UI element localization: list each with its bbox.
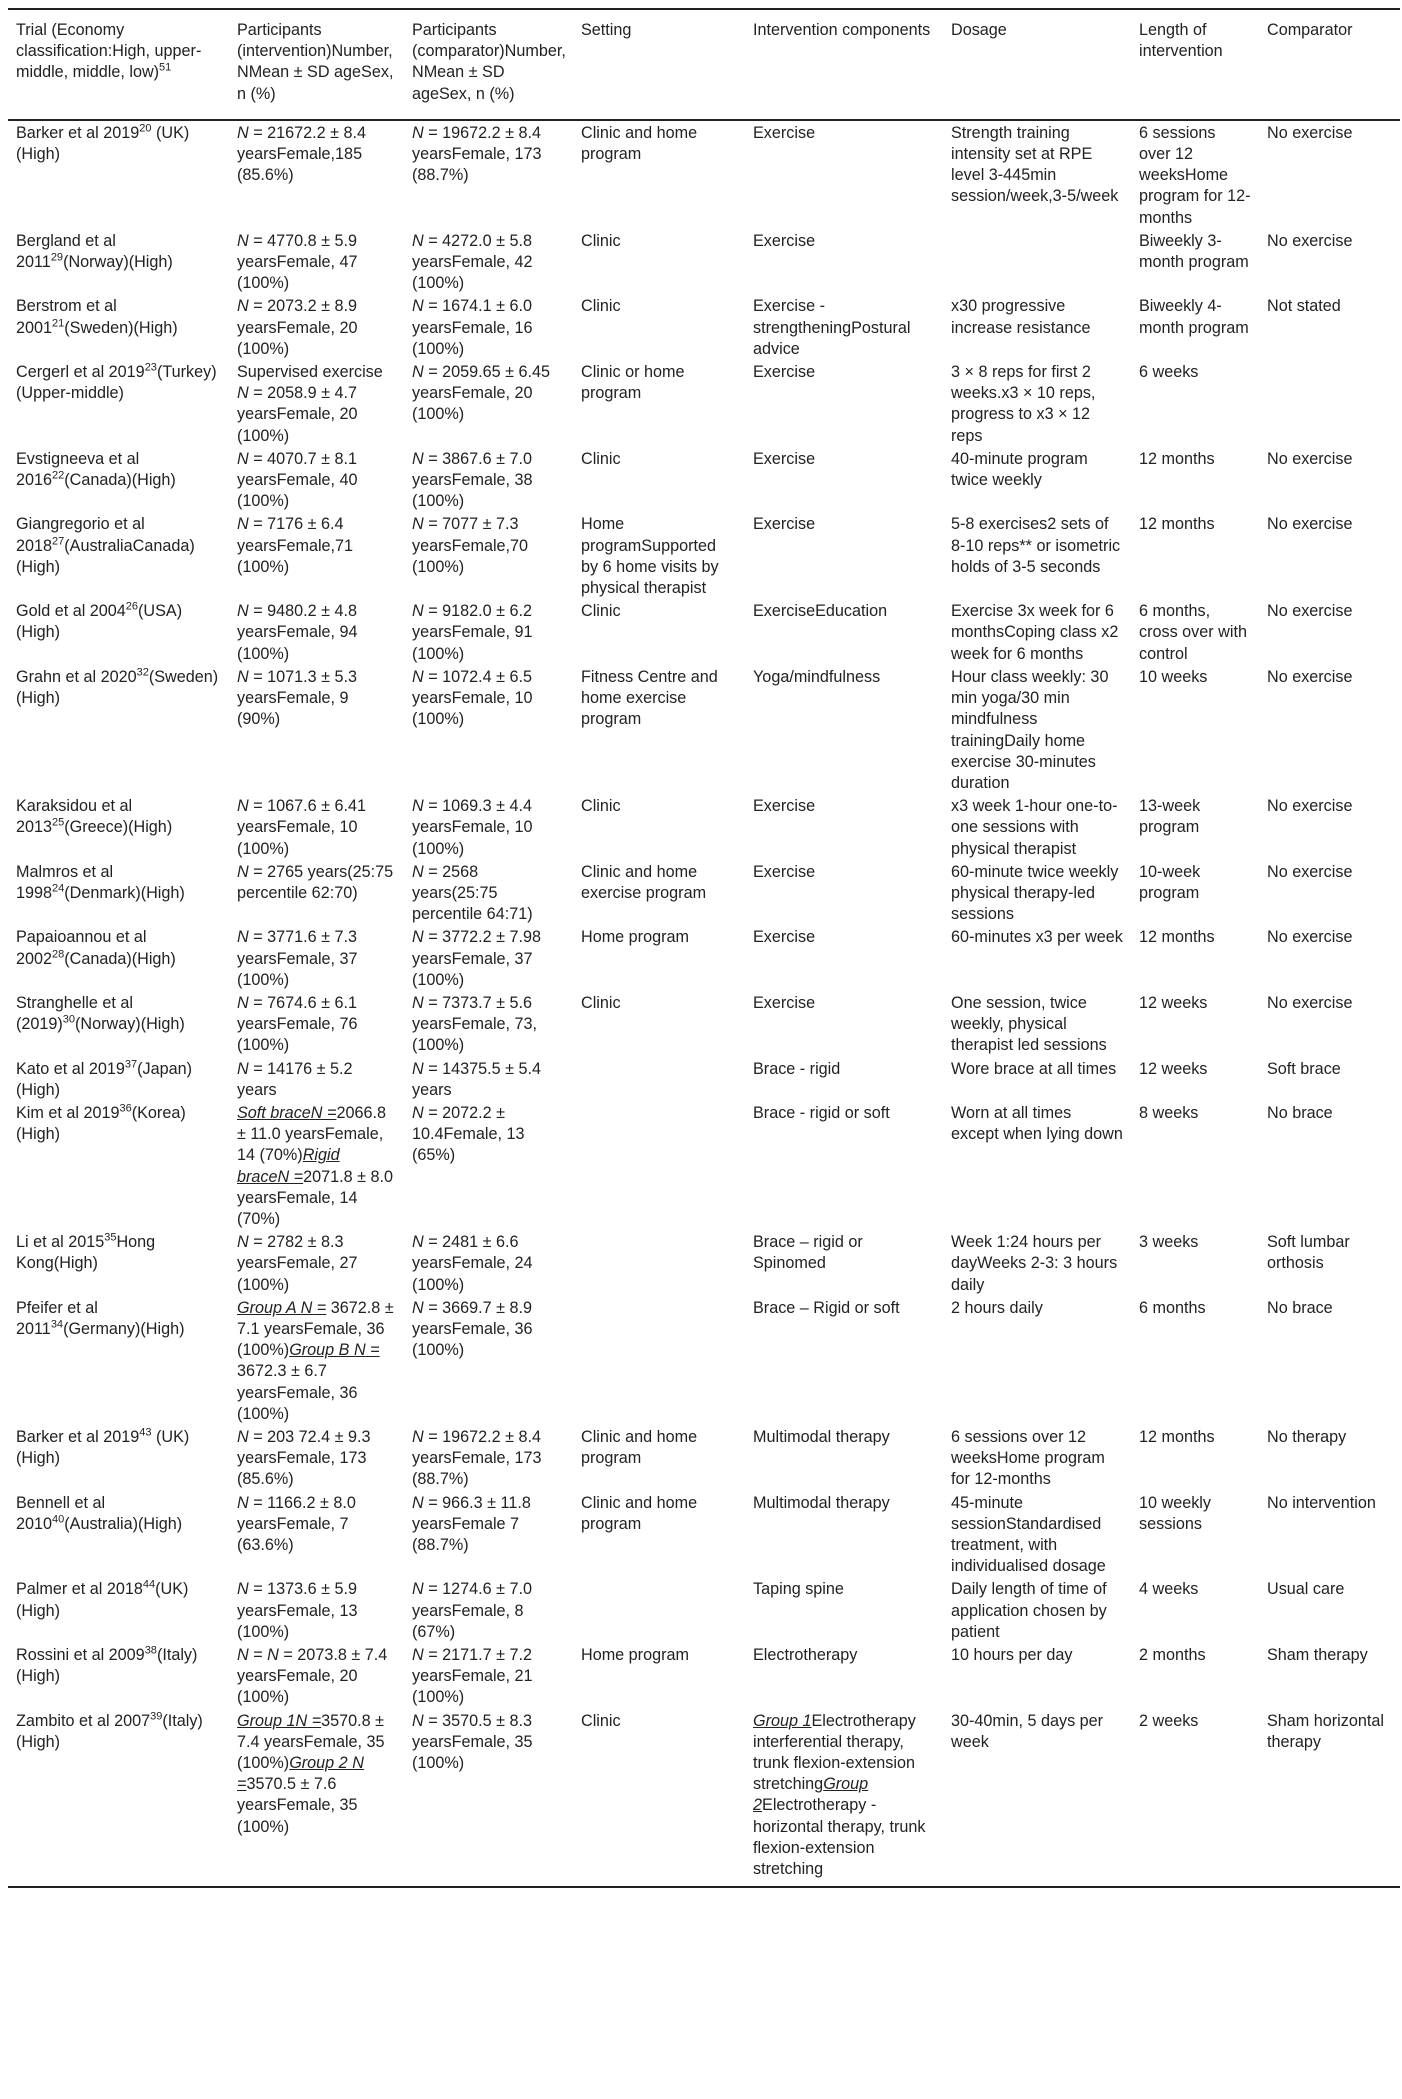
cell-intervention-participants: N = N = 2073.8 ± 7.4 yearsFemale, 20 (100%) [237,1646,388,1707]
cell-comparator-participants: N = 2059.65 ± 6.45 yearsFemale, 20 (100%) [412,363,551,424]
cell-length: 6 months, cross over with control [1139,602,1247,663]
cell-comparator: No exercise [1267,928,1353,947]
cell-components: Multimodal therapy [753,1428,890,1446]
cell-comparator: No exercise [1267,515,1353,534]
table-row [8,296,1400,362]
cell-comparator: No exercise [1267,231,1353,250]
cell-intervention-participants: Supervised exercise N = 2058.9 ± 4.7 yearsFemale, 20 (100%) [237,363,383,445]
cell-setting: Home programSupported by 6 home visits by physical therapist [581,515,719,598]
cell-length: Biweekly 3-month program [1139,231,1249,272]
cell-trial: Giangregorio et al 2018$^{27}$(AustraliaCanada)(High) [16,515,195,576]
cell-dosage [943,231,1131,297]
cell-comparator: Sham therapy [1267,1646,1368,1665]
cell-comparator-participants: N = 966.3 ± 11.8 yearsFemale 7 (88.7%) [412,1493,531,1555]
cell-comparator: Usual care [1267,1580,1345,1599]
cell-dosage: 10 hours per day [951,1646,1073,1665]
cell-setting: Clinic and home program [581,123,698,164]
cell-setting: Home program [581,1646,689,1665]
cell-comparator-participants: N = 7373.7 ± 5.6 yearsFemale, 73, (100%) [412,993,538,1055]
cell-components: Exercise [753,515,816,534]
cell-components: Yoga/mindfulness [753,667,881,686]
cell-components: Exercise [753,862,816,881]
cell-intervention-participants: N = 2073.2 ± 8.9 yearsFemale, 20 (100%) [237,297,358,358]
table-row [8,1645,1400,1711]
cell-intervention-participants: N = 2782 ± 8.3 yearsFemale, 27 (100%) [237,1233,358,1294]
cell-intervention-participants: N = 2765 years(25:75 percentile 62:70) [237,862,394,902]
cell-comparator-participants: N = 2072.2 ± 10.4Female, 13 (65%) [412,1103,525,1165]
header-dosage: Dosage [943,9,1131,120]
cell-components: ExerciseEducation [753,602,888,621]
cell-trial: Kim et al 2019$^{36}$(Korea)(High) [16,1102,186,1144]
cell-comparator: Sham horizontal therapy [1259,1711,1400,1888]
cell-setting [573,1298,745,1427]
table-row [8,927,1400,993]
cell-length: 2 months [1139,1646,1206,1665]
cell-trial: Barker et al 2019$^{20}$ (UK)(High) [16,122,190,164]
cell-setting: Home program [581,928,689,947]
header-comparator: Comparator [1259,9,1400,120]
cell-dosage: Week 1:24 hours per dayWeeks 2-3: 3 hours daily [951,1233,1118,1294]
cell-components: Exercise - strengtheningPostural advice [753,297,911,358]
cell-trial: Stranghelle et al $(2019)^{30}(Norway)(High)$ [16,993,185,1034]
header-trial: Trial (Economy classification:High, upper-middle, middle, low)$^{51}$ [8,9,229,120]
cell-setting: Clinic [581,449,621,468]
cell-comparator: No brace [1267,1103,1333,1122]
cell-length: 8 weeks [1139,1103,1199,1122]
cell-intervention-participants: N = 9480.2 ± 4.8 yearsFemale, 94 (100%) [237,602,358,663]
cell-components: Exercise [753,797,816,816]
trials-table [8,8,1400,1888]
cell-comparator: No brace [1267,1298,1333,1317]
table-row [8,120,1400,231]
cell-dosage: 2 hours daily [951,1298,1043,1317]
table-row [8,993,1400,1059]
table-row [8,1059,1400,1103]
cell-trial: Gold et al 2004$^{26}$(USA)(High) [16,600,183,642]
cell-length: 6 weeks [1139,363,1199,382]
table-row [8,1493,1400,1580]
cell-dosage: 30-40min, 5 days per week [943,1711,1131,1888]
cell-length: 12 weeks [1139,993,1208,1012]
table-body [8,120,1400,1887]
table-row [8,667,1400,796]
cell-trial: Evstigneeva et al 2016$^{22}$(Canada)(High) [16,449,176,490]
cell-comparator-participants: N = 1072.4 ± 6.5 yearsFemale, 10 (100%) [412,667,533,729]
table-row [8,1103,1400,1232]
cell-comparator: No exercise [1267,602,1353,621]
cell-setting: Clinic or home program [581,363,685,403]
cell-components: Multimodal therapy [753,1493,890,1512]
cell-intervention-participants: Soft braceN =2066.8 ± 11.0 yearsFemale, 14 (70%)Rigid braceN =2071.8 ± 8.0 yearsFemale, 14 (70%) [237,1103,394,1228]
cell-components: Taping spine [753,1580,844,1599]
cell-trial: Rossini et al 2009$^{38}$(Italy)(High) [16,1644,198,1686]
cell-trial: Barker et al 2019$^{43}$ (UK)(High) [16,1426,190,1468]
cell-intervention-participants: N = 4070.7 ± 8.1 yearsFemale, 40 (100%) [237,449,358,511]
table-row [8,862,1400,928]
cell-comparator: No therapy [1267,1428,1347,1446]
header-setting: Setting [573,9,745,120]
cell-intervention-participants: N = 7674.6 ± 6.1 yearsFemale, 76 (100%) [237,993,358,1055]
cell-trial: Li et al 2015$^{35}$Hong Kong(High) [16,1231,156,1273]
cell-intervention-participants: N = 1067.6 ± 6.41 yearsFemale, 10 (100%) [237,797,367,858]
cell-intervention-participants: N = 14176 ± 5.2 years [237,1059,353,1099]
cell-length: 2 weeks [1131,1711,1259,1888]
cell-intervention-participants: N = 7176 ± 6.4 yearsFemale,71 (100%) [237,515,354,576]
cell-comparator: Soft brace [1267,1059,1341,1078]
cell-comparator: No intervention [1267,1493,1376,1512]
cell-length: 12 months [1139,928,1215,947]
cell-length: 12 months [1139,449,1215,468]
cell-trial: Papaioannou et al 2002$^{28}$(Canada)(High) [16,928,176,968]
cell-components: Electrotherapy [753,1646,858,1665]
cell-comparator-participants: N = 19672.2 ± 8.4 yearsFemale, 173 (88.7%) [412,1428,542,1489]
cell-intervention-participants: N = 1373.6 ± 5.9 yearsFemale, 13 (100%) [237,1580,358,1641]
cell-trial: Palmer et al 2018$^{44}$(UK)(High) [16,1579,189,1620]
header-intervention-participants: Participants (intervention)Number, NMean ± SD ageSex, n (%) [229,9,404,120]
cell-trial: Malmros et al 1998$^{24}$(Denmark)(High) [16,862,185,902]
cell-comparator-participants: N = 4272.0 ± 5.8 yearsFemale, 42 (100%) [412,231,533,293]
cell-trial: Cergerl et al 2019$^{23}$(Turkey)(Upper-middle) [16,361,217,403]
cell-components: Exercise [753,928,816,947]
table-row [8,362,1400,449]
cell-comparator: No exercise [1267,862,1353,881]
cell-comparator-participants: N = 2171.7 ± 7.2 yearsFemale, 21 (100%) [412,1646,533,1707]
cell-intervention-participants: N = 1166.2 ± 8.0 yearsFemale, 7 (63.6%) [237,1493,356,1555]
table-row [8,231,1400,297]
cell-comparator [1259,362,1400,449]
table-row [8,1298,1400,1427]
cell-length: 6 months [1139,1298,1206,1317]
cell-intervention-participants: N = 3771.6 ± 7.3 yearsFemale, 37 (100%) [237,928,358,989]
cell-dosage: x3 week 1-hour one-to-one sessions with physical therapist [951,797,1118,858]
cell-comparator-participants: N = 9182.0 ± 6.2 yearsFemale, 91 (100%) [412,602,533,663]
cell-components: Exercise [753,449,816,468]
cell-dosage: 5-8 exercises2 sets of 8-10 reps** or isometric holds of 3-5 seconds [951,515,1121,576]
cell-setting: Clinic [581,297,621,316]
cell-comparator-participants: N = 1274.6 ± 7.0 yearsFemale, 8 (67%) [412,1580,533,1641]
cell-setting [573,1579,745,1645]
cell-intervention-participants: Group A N = 3672.8 ± 7.1 yearsFemale, 36 (100%)Group B N = 3672.3 ± 6.7 yearsFemale, 36 (100%) [237,1298,394,1423]
cell-components: Brace – rigid or Spinomed [753,1233,863,1273]
cell-components: Group 1Electrotherapy interferential therapy, trunk flexion-extension stretchingGroup 2Electrotherapy - horizontal therapy, trunk flexion-extension stretching [745,1711,943,1888]
table-row [8,601,1400,667]
cell-trial: Zambito et al 2007$^{39}$(Italy)(High) [8,1711,229,1888]
cell-setting: Clinic [581,231,621,250]
cell-length: 6 sessions over 12 weeksHome program for 12-months [1139,123,1251,227]
cell-intervention-participants: N = 1071.3 ± 5.3 yearsFemale, 9 (90%) [237,667,358,729]
cell-setting: Clinic [581,797,621,816]
cell-comparator: No exercise [1267,797,1353,816]
cell-setting [573,1232,745,1298]
cell-length: 12 weeks [1139,1059,1208,1078]
cell-components: Exercise [753,231,816,250]
cell-dosage: Wore brace at all times [951,1059,1117,1078]
cell-comparator-participants: N = 7077 ± 7.3 yearsFemale,70 (100%) [412,515,529,576]
cell-intervention-participants: Group 1N =3570.8 ± 7.4 yearsFemale, 35 (100%)Group 2 N =3570.5 ± 7.6 yearsFemale, 35 (100%) [229,1711,404,1888]
cell-comparator-participants: N = 3669.7 ± 8.9 yearsFemale, 36 (100%) [412,1298,533,1360]
cell-components: Brace - rigid [753,1059,841,1078]
cell-intervention-participants: N = 203 72.4 ± 9.3 yearsFemale, 173 (85.6%) [237,1428,371,1489]
header-length: Length of intervention [1131,9,1259,120]
table-header-row [8,9,1400,120]
cell-comparator: No exercise [1267,123,1353,142]
cell-dosage: Exercise 3x week for 6 monthsCoping class x2 week for 6 months [951,602,1119,663]
cell-dosage: Worn at all times except when lying down [951,1103,1123,1144]
cell-comparator-participants: N = 1674.1 ± 6.0 yearsFemale, 16 (100%) [412,297,533,358]
cell-comparator: No exercise [1267,993,1353,1012]
cell-setting: Clinic [581,993,621,1012]
cell-dosage: 45-minute sessionStandardised treatment, with individualised dosage [951,1493,1106,1576]
table-row [8,1711,1400,1888]
cell-trial: Bennell et al 2010$^{40}$(Australia)(High) [16,1493,183,1533]
cell-dosage: 3 × 8 reps for first 2 weeks.x3 × 10 reps, progress to x3 × 12 reps [951,363,1096,445]
cell-length: 13-week program [1139,797,1201,837]
cell-length: 10-week program [1139,862,1201,902]
cell-setting: Fitness Centre and home exercise program [581,667,718,729]
cell-length: 4 weeks [1139,1580,1199,1599]
cell-length: 12 months [1139,515,1215,534]
cell-comparator-participants: N = 19672.2 ± 8.4 yearsFemale, 173 (88.7%) [412,123,542,185]
cell-comparator-participants: N = 2568 years(25:75 percentile 64:71) [412,862,533,924]
table-row [8,449,1400,515]
cell-dosage: 60-minute twice weekly physical therapy-led sessions [951,862,1119,924]
cell-comparator: No exercise [1267,667,1353,686]
cell-intervention-participants: N = 21672.2 ± 8.4 yearsFemale,185 (85.6%) [237,123,367,185]
table-row [8,1579,1400,1645]
cell-dosage: Daily length of time of application chosen by patient [951,1580,1107,1641]
cell-setting: Clinic and home program [581,1428,698,1468]
cell-length: 3 weeks [1139,1233,1199,1252]
cell-dosage: 60-minutes x3 per week [951,928,1123,947]
header-components: Intervention components [745,9,943,120]
cell-length: 10 weeks [1139,667,1208,686]
cell-components: Exercise [753,123,816,142]
cell-length: Biweekly 4-month program [1139,297,1249,337]
cell-comparator-participants: N = 3570.5 ± 8.3 yearsFemale, 35 (100%) [404,1711,573,1888]
cell-setting: Clinic [573,1711,745,1888]
table-row [8,796,1400,862]
cell-trial: Pfeifer et al 2011$^{34}$(Germany)(High) [16,1298,185,1338]
cell-length: 12 months [1139,1428,1215,1446]
cell-dosage: One session, twice weekly, physical therapist led sessions [951,993,1107,1055]
cell-dosage: Strength training intensity set at RPE level 3-445min session/week,3-5/week [951,123,1119,206]
cell-comparator-participants: N = 1069.3 ± 4.4 yearsFemale, 10 (100%) [412,797,533,858]
cell-setting [573,1103,745,1232]
cell-comparator-participants: N = 2481 ± 6.6 yearsFemale, 24 (100%) [412,1233,533,1294]
cell-components: Brace – Rigid or soft [753,1298,900,1317]
table-row [8,514,1400,601]
cell-comparator-participants: N = 14375.5 ± 5.4 years [412,1059,542,1099]
cell-intervention-participants: N = 4770.8 ± 5.9 yearsFemale, 47 (100%) [237,231,358,293]
cell-components: Exercise [753,993,816,1012]
cell-trial: Karaksidou et al 2013$^{25}$(Greece)(High) [16,797,173,837]
cell-comparator: Soft lumbar orthosis [1267,1233,1350,1273]
header-comparator-participants: Participants (comparator)Number, NMean ± SD ageSex, n (%) [404,9,573,120]
table-row [8,1232,1400,1298]
cell-trial: Bergland et al 2011$^{29}$(Norway)(High) [16,231,173,272]
cell-dosage: x30 progressive increase resistance [951,297,1091,337]
cell-dosage: Hour class weekly: 30 min yoga/30 min mindfulness trainingDaily home exercise 30-minutes duration [951,667,1109,792]
cell-trial: Grahn et al 2020$^{32}$(Sweden)(High) [16,666,219,708]
cell-setting [573,1059,745,1103]
cell-comparator-participants: N = 3772.2 ± 7.98 yearsFemale, 37 (100%) [412,928,542,989]
cell-setting: Clinic and home exercise program [581,862,707,902]
cell-setting: Clinic and home program [581,1493,698,1533]
cell-dosage: 6 sessions over 12 weeksHome program for 12-months [951,1428,1105,1489]
cell-trial: Kato et al 2019$^{37}$(Japan)(High) [16,1058,193,1099]
table-row [8,1427,1400,1493]
cell-components: Exercise [753,363,816,382]
cell-length: 10 weekly sessions [1139,1493,1211,1533]
cell-comparator: No exercise [1267,449,1353,468]
cell-setting: Clinic [581,602,621,621]
cell-components: Brace - rigid or soft [753,1103,890,1122]
cell-dosage: 40-minute program twice weekly [951,449,1088,490]
cell-comparator-participants: N = 3867.6 ± 7.0 yearsFemale, 38 (100%) [412,449,533,511]
cell-comparator: Not stated [1267,297,1341,316]
cell-trial: Berstrom et al 2001$^{21}$(Sweden)(High) [16,297,178,337]
